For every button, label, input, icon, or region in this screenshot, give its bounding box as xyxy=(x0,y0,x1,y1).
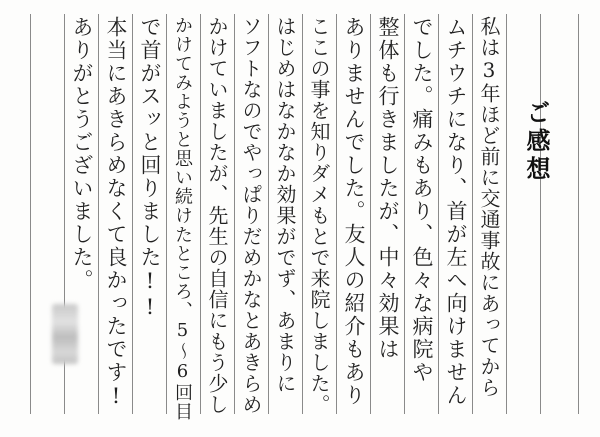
letter-line: かけてみようと思い続けたところ、5～6回目 xyxy=(172,16,193,421)
letter-line: ムチウチになり、首が左へ向けません xyxy=(444,16,468,407)
letter-line: ここの事を知りダメもとで来院しました。 xyxy=(307,16,331,415)
ruled-line xyxy=(540,14,541,414)
ruled-line xyxy=(166,14,167,414)
letter-line: 整体も行きましたが、中々効果は xyxy=(376,16,400,361)
ruled-line xyxy=(472,14,473,414)
ruled-line xyxy=(370,14,371,414)
ruled-line xyxy=(506,14,507,414)
ruled-line xyxy=(302,14,303,414)
letter-title: ご感想 xyxy=(522,100,551,184)
blurred-signature xyxy=(52,304,78,364)
ruled-line xyxy=(438,14,439,414)
letter-line: ありませんでした。友人の紹介もあり xyxy=(342,16,366,407)
ruled-line xyxy=(578,14,579,414)
ruled-line xyxy=(336,14,337,414)
ruled-line xyxy=(404,14,405,414)
letter-line: ソフトなのでやっぱりだめかなとあきらめ xyxy=(239,16,263,415)
letter-line: はじめはなかなか効果がでず、あまりに xyxy=(273,16,297,394)
ruled-line xyxy=(30,14,31,414)
ruled-line xyxy=(200,14,201,414)
ruled-line xyxy=(234,14,235,414)
letter-line: 私は3年ほど前に交通事故にあってから xyxy=(477,16,501,398)
ruled-line xyxy=(98,14,99,414)
letter-line: 本当にあきらめなくて良かったです! xyxy=(104,16,128,410)
ruled-line xyxy=(268,14,269,414)
letter-line: で首がスッと回りました!! xyxy=(138,16,162,321)
ruled-line xyxy=(132,14,133,414)
letter-line: かけていましたが、先生の自信にもう少し xyxy=(205,16,229,415)
letter-line: ありがとうございました。 xyxy=(70,16,94,292)
letter-line: でした。痛みもあり、色々な病院や xyxy=(410,16,434,384)
